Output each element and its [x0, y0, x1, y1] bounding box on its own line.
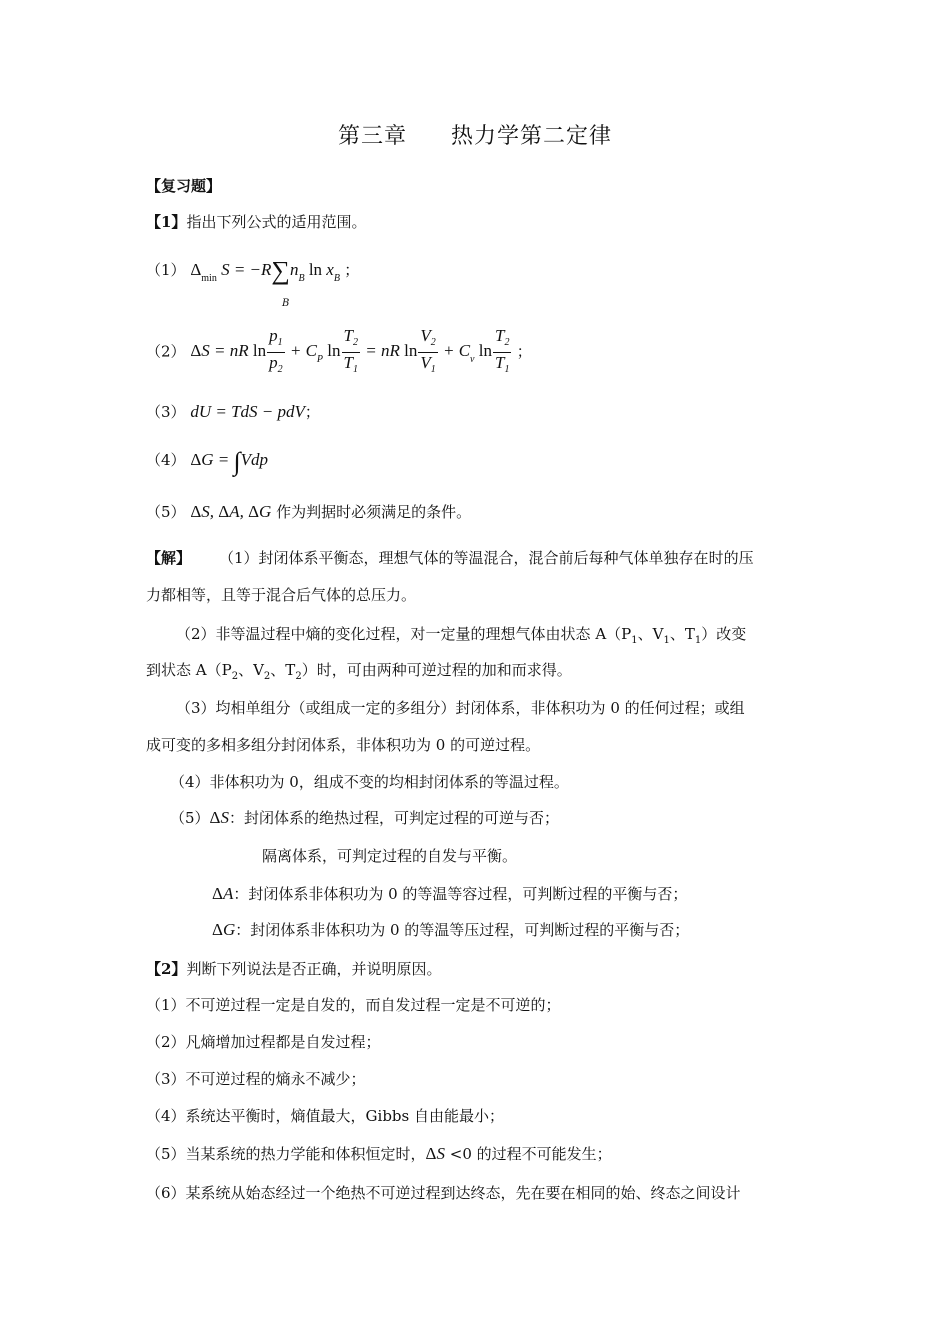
answer-label: 【解】 [146, 549, 192, 567]
answer-paragraph-2-line-1: （2）非等温过程中熵的变化过程，对一定量的理想气体由状态 $A(P_1$、$V_1$、$T_1$）改变 [176, 625, 747, 646]
formula-5 [146, 502, 471, 522]
answer-paragraph-5-g: ΔG：封闭体系非体积功为 0 的等温等压过程，可判断过程的平衡与否； [212, 920, 690, 939]
formula-3-expr: dU = TdS − pdV [190, 402, 305, 421]
review-header: 【复习题】 [146, 177, 222, 195]
question-2-item-1: （1）不可逆过程一定是自发的，而自发过程一定是不可逆的； [146, 996, 561, 1014]
formula-3-number: （3） [146, 403, 186, 421]
chapter-number: 第三章 [337, 124, 407, 149]
formula-4-number: （4） [146, 451, 186, 469]
formula-5-expr: ΔS, ΔA, ΔG [190, 502, 272, 521]
answer-paragraph-2-line-2: 到状态 $A(P_2$、$V_2$、$T_2$）时，可由两种可逆过程的加和而求得。 [146, 661, 572, 682]
question-2-item-3: （3）不可逆过程的熵永不减少； [146, 1070, 366, 1088]
question-2-item-4: （4）系统达平衡时，熵值最大，Gibbs 自由能最小； [146, 1107, 504, 1125]
answer-paragraph-1-line-2: 力都相等，且等于混合后气体的总压力。 [146, 586, 417, 604]
formula-4-expr: ΔG = ∫Vdp [190, 447, 269, 476]
answer-paragraph-3-line-2: 成可变的多相多组分封闭体系，非体积功为 0 的可逆过程。 [146, 736, 541, 754]
answer-paragraph-5-s: （5）ΔS：封闭体系的绝热过程，可判定过程的可逆与否； [170, 808, 559, 827]
answer-paragraph-4: （4）非体积功为 0，组成不变的均相封闭体系的等温过程。 [170, 773, 569, 791]
chapter-title [0, 122, 950, 152]
formula-5-number: （5） [146, 503, 186, 521]
answer-paragraph-5-a: ΔA：封闭体系非体积功为 0 的等温等容过程，可判断过程的平衡与否； [212, 884, 688, 903]
question-2 [146, 959, 441, 979]
question-1-label: 【1】 [146, 213, 187, 231]
formula-4 [146, 447, 269, 476]
answer-paragraph-5-s-cont: 隔离体系，可判定过程的自发与平衡。 [262, 847, 518, 865]
formula-1-number: （1） [146, 261, 186, 279]
chapter-name: 热力学第二定律 [451, 124, 613, 149]
question-1-text: 指出下列公式的适用范围。 [186, 213, 367, 231]
formula-1: （1） $\Delta_{min}$ $S = -R\sum n_B$ $\ln x_B$ ； [146, 256, 360, 285]
question-2-item-5: （5）当某系统的热力学能和体积恒定时，ΔS <0 的过程不可能发生； [146, 1144, 612, 1163]
answer-paragraph-1-line-1: 【解】 （1）封闭体系平衡态，理想气体的等温混合，混合前后每种气体单独存在时的压 [146, 549, 754, 567]
formula-3: （3） dU = TdS − pdV； [146, 402, 320, 421]
answer-paragraph-3-line-1: （3）均相单组分（或组成一定的多组分）封闭体系，非体积功为 0 的任何过程；或组 [176, 699, 745, 717]
formula-2: （2） ΔS = nR ln $\frac{p_1}{p_2}$ + $C_P$ ln $\frac{T_2}{T_1}$ = nR ln $\frac{V_2}{V_1}$ + $C_v$ ln $\frac{T_2}{T_1}$ ； [146, 326, 532, 375]
formula-5-text: 作为判据时必须满足的条件。 [276, 503, 472, 521]
question-2-label: 【2】 [146, 960, 187, 978]
formula-1-expr: $\Delta_{min}$ $S = -R\sum n_B$ $\ln x_B$ [190, 256, 340, 285]
question-2-item-6: （6）某系统从始态经过一个绝热不可逆过程到达终态，先在要在相同的始、终态之间设计 [146, 1184, 741, 1202]
question-1 [146, 212, 366, 232]
question-2-item-2: （2）凡熵增加过程都是自发过程； [146, 1033, 381, 1051]
sum-index: B [282, 298, 290, 309]
formula-2-number: （2） [146, 342, 186, 361]
question-2-text: 判断下列说法是否正确，并说明原因。 [186, 960, 442, 978]
formula-2-expr: ΔS = nR ln $\frac{p_1}{p_2}$ + $C_P$ ln $\frac{T_2}{T_1}$ = nR ln $\frac{V_2}{V_1}$ + $C_v$ ln $\frac{T_2}{T_1}$ [190, 326, 510, 375]
